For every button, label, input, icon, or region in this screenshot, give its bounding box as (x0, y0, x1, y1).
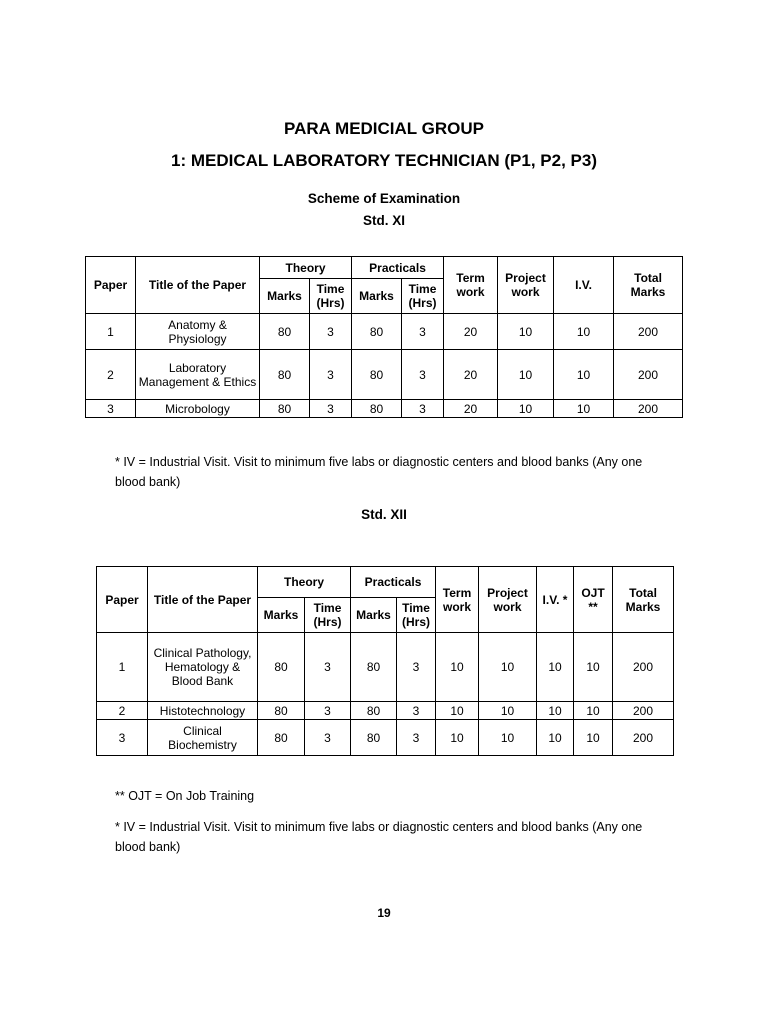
cell-paper: 1 (86, 314, 136, 350)
col-header-paper: Paper (86, 257, 136, 314)
table-header-row (97, 567, 674, 598)
col-header-term-work: Term work (444, 257, 498, 314)
cell-theory-time: 3 (305, 702, 351, 720)
cell-total: 200 (613, 702, 674, 720)
cell-total: 200 (613, 633, 674, 702)
std-xi-iv-note: * IV = Industrial Visit. Visit to minimum five labs or diagnostic centers and blood banks (Any one blood bank) (115, 455, 643, 489)
col-header-theory-time: Time (Hrs) (305, 598, 351, 633)
cell-total: 200 (613, 720, 674, 756)
cell-term-work: 20 (444, 314, 498, 350)
col-header-iv: I.V. (554, 257, 614, 314)
col-header-theory-marks: Marks (258, 598, 305, 633)
std-xii-exam-table (96, 566, 674, 756)
cell-practicals-time: 3 (402, 400, 444, 418)
col-header-total-marks: Total Marks (614, 257, 683, 314)
cell-practicals-time: 3 (397, 720, 436, 756)
cell-practicals-time: 3 (397, 702, 436, 720)
col-header-practicals-marks: Marks (351, 598, 397, 633)
cell-iv: 10 (537, 702, 574, 720)
table-row (97, 720, 674, 756)
cell-project-work: 10 (479, 633, 537, 702)
std-xii-heading: Std. XII (361, 507, 407, 522)
cell-title: Histotechnology (148, 702, 258, 720)
cell-ojt: 10 (574, 702, 613, 720)
group-title: PARA MEDICIAL GROUP (284, 119, 484, 138)
cell-practicals-time: 3 (397, 633, 436, 702)
cell-theory-marks: 80 (258, 702, 305, 720)
cell-practicals-marks: 80 (351, 633, 397, 702)
cell-theory-time: 3 (305, 720, 351, 756)
cell-practicals-time: 3 (402, 350, 444, 400)
cell-total: 200 (614, 314, 683, 350)
col-header-practicals: Practicals (352, 257, 444, 279)
cell-theory-marks: 80 (258, 720, 305, 756)
cell-iv: 10 (537, 720, 574, 756)
col-header-theory-marks: Marks (260, 279, 310, 314)
cell-total: 200 (614, 350, 683, 400)
table-row (86, 314, 683, 350)
table-row (86, 350, 683, 400)
col-header-project-work: Project work (498, 257, 554, 314)
cell-theory-marks: 80 (260, 400, 310, 418)
cell-practicals-marks: 80 (351, 720, 397, 756)
cell-paper: 2 (86, 350, 136, 400)
table-row (97, 702, 674, 720)
cell-title: Microbology (136, 400, 260, 418)
cell-project-work: 10 (479, 702, 537, 720)
cell-title: Laboratory Management & Ethics (136, 350, 260, 400)
col-header-theory: Theory (260, 257, 352, 279)
cell-theory-time: 3 (310, 314, 352, 350)
std-xi-exam-table (85, 256, 683, 418)
cell-theory-marks: 80 (258, 633, 305, 702)
cell-term-work: 10 (436, 720, 479, 756)
cell-term-work: 20 (444, 350, 498, 400)
cell-practicals-marks: 80 (352, 314, 402, 350)
std-xi-heading: Std. XI (362, 213, 405, 228)
cell-iv: 10 (554, 400, 614, 418)
cell-term-work: 10 (436, 702, 479, 720)
cell-title: Clinical Biochemistry (148, 720, 258, 756)
col-header-theory: Theory (258, 567, 351, 598)
col-header-theory-time: Time (Hrs) (310, 279, 352, 314)
cell-practicals-marks: 80 (351, 702, 397, 720)
col-header-practicals-marks: Marks (352, 279, 402, 314)
cell-ojt: 10 (574, 633, 613, 702)
cell-iv: 10 (554, 350, 614, 400)
cell-iv: 10 (554, 314, 614, 350)
cell-term-work: 20 (444, 400, 498, 418)
col-header-project-work: Project work (479, 567, 537, 633)
cell-term-work: 10 (436, 633, 479, 702)
cell-theory-marks: 80 (260, 350, 310, 400)
cell-paper: 3 (97, 720, 148, 756)
cell-project-work: 10 (498, 400, 554, 418)
cell-practicals-time: 3 (402, 314, 444, 350)
scheme-title: Scheme of Examination (307, 191, 461, 206)
cell-theory-marks: 80 (260, 314, 310, 350)
col-header-title: Title of the Paper (136, 257, 260, 314)
col-header-practicals-time: Time (Hrs) (397, 598, 436, 633)
cell-paper: 3 (86, 400, 136, 418)
cell-paper: 2 (97, 702, 148, 720)
cell-project-work: 10 (498, 350, 554, 400)
std-xii-iv-note: * IV = Industrial Visit. Visit to minimum five labs or diagnostic centers and blood banks (Any one blood bank) (115, 820, 643, 854)
col-header-term-work: Term work (436, 567, 479, 633)
table-row (86, 400, 683, 418)
cell-theory-time: 3 (305, 633, 351, 702)
cell-title: Anatomy & Physiology (136, 314, 260, 350)
cell-project-work: 10 (479, 720, 537, 756)
cell-project-work: 10 (498, 314, 554, 350)
col-header-total-marks: Total Marks (613, 567, 674, 633)
table-header-row (86, 257, 683, 279)
cell-theory-time: 3 (310, 350, 352, 400)
cell-paper: 1 (97, 633, 148, 702)
cell-theory-time: 3 (310, 400, 352, 418)
col-header-practicals: Practicals (351, 567, 436, 598)
cell-practicals-marks: 80 (352, 400, 402, 418)
page-number: 19 (377, 906, 391, 920)
table-row (97, 633, 674, 702)
cell-total: 200 (614, 400, 683, 418)
col-header-paper: Paper (97, 567, 148, 633)
col-header-ojt: OJT ** (574, 567, 613, 633)
cell-practicals-marks: 80 (352, 350, 402, 400)
cell-title: Clinical Pathology, Hematology & Blood Bank (148, 633, 258, 702)
cell-ojt: 10 (574, 720, 613, 756)
course-title: 1: MEDICAL LABORATORY TECHNICIAN (P1, P2, P3) (171, 151, 597, 170)
col-header-iv: I.V. * (537, 567, 574, 633)
std-xii-ojt-note: ** OJT = On Job Training (115, 789, 255, 803)
col-header-practicals-time: Time (Hrs) (402, 279, 444, 314)
col-header-title: Title of the Paper (148, 567, 258, 633)
cell-iv: 10 (537, 633, 574, 702)
